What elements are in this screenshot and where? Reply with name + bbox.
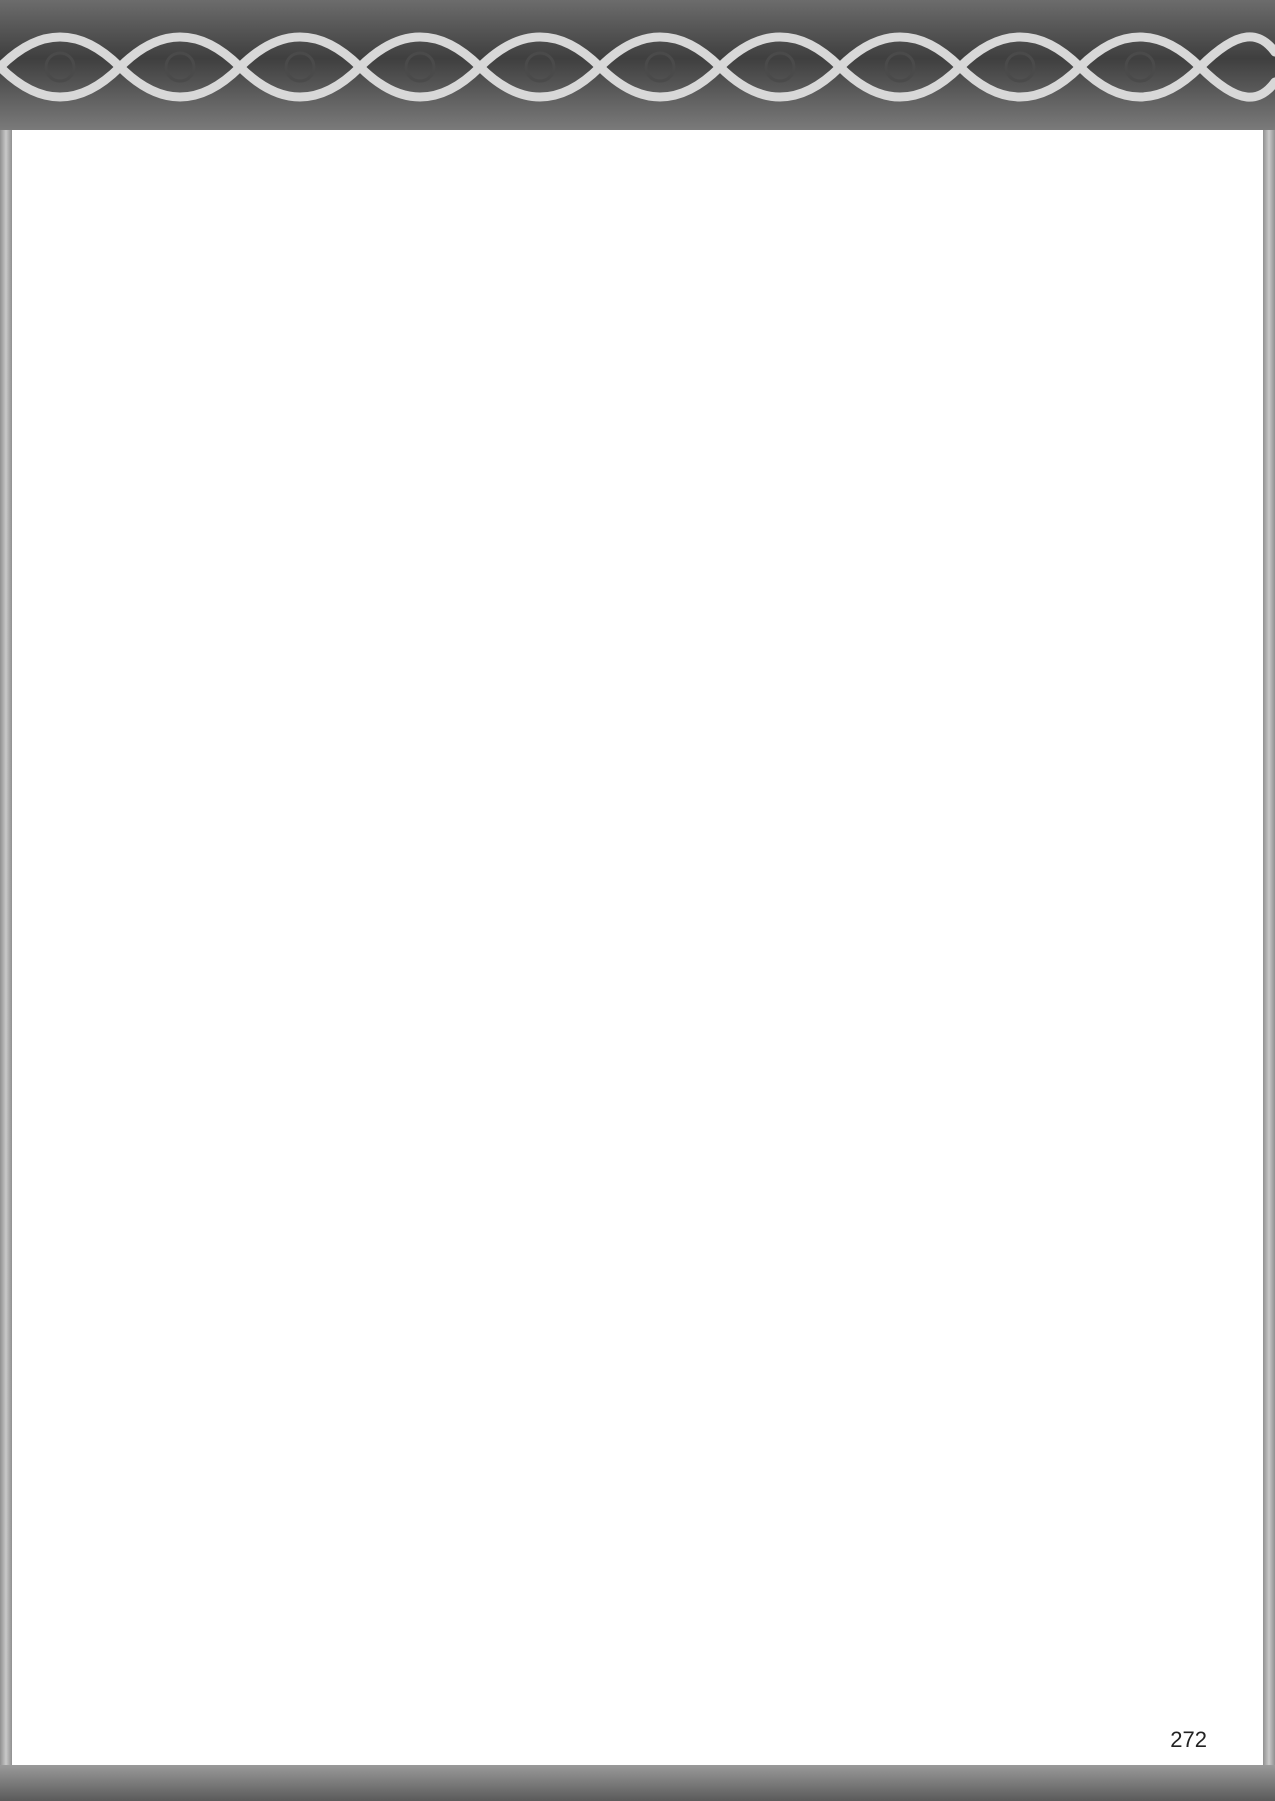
text-column xyxy=(150,549,1200,884)
text-column xyxy=(150,927,1200,1262)
text-body xyxy=(150,170,1200,1640)
footer-frame xyxy=(0,1765,1275,1801)
page-number: 272 xyxy=(1170,1727,1207,1752)
text-column xyxy=(150,170,1200,505)
celtic-knot-border-icon xyxy=(0,22,1275,112)
header-ornament xyxy=(0,0,1275,130)
text-column xyxy=(150,1306,1200,1641)
right-frame xyxy=(1263,130,1275,1801)
left-frame xyxy=(0,130,12,1801)
